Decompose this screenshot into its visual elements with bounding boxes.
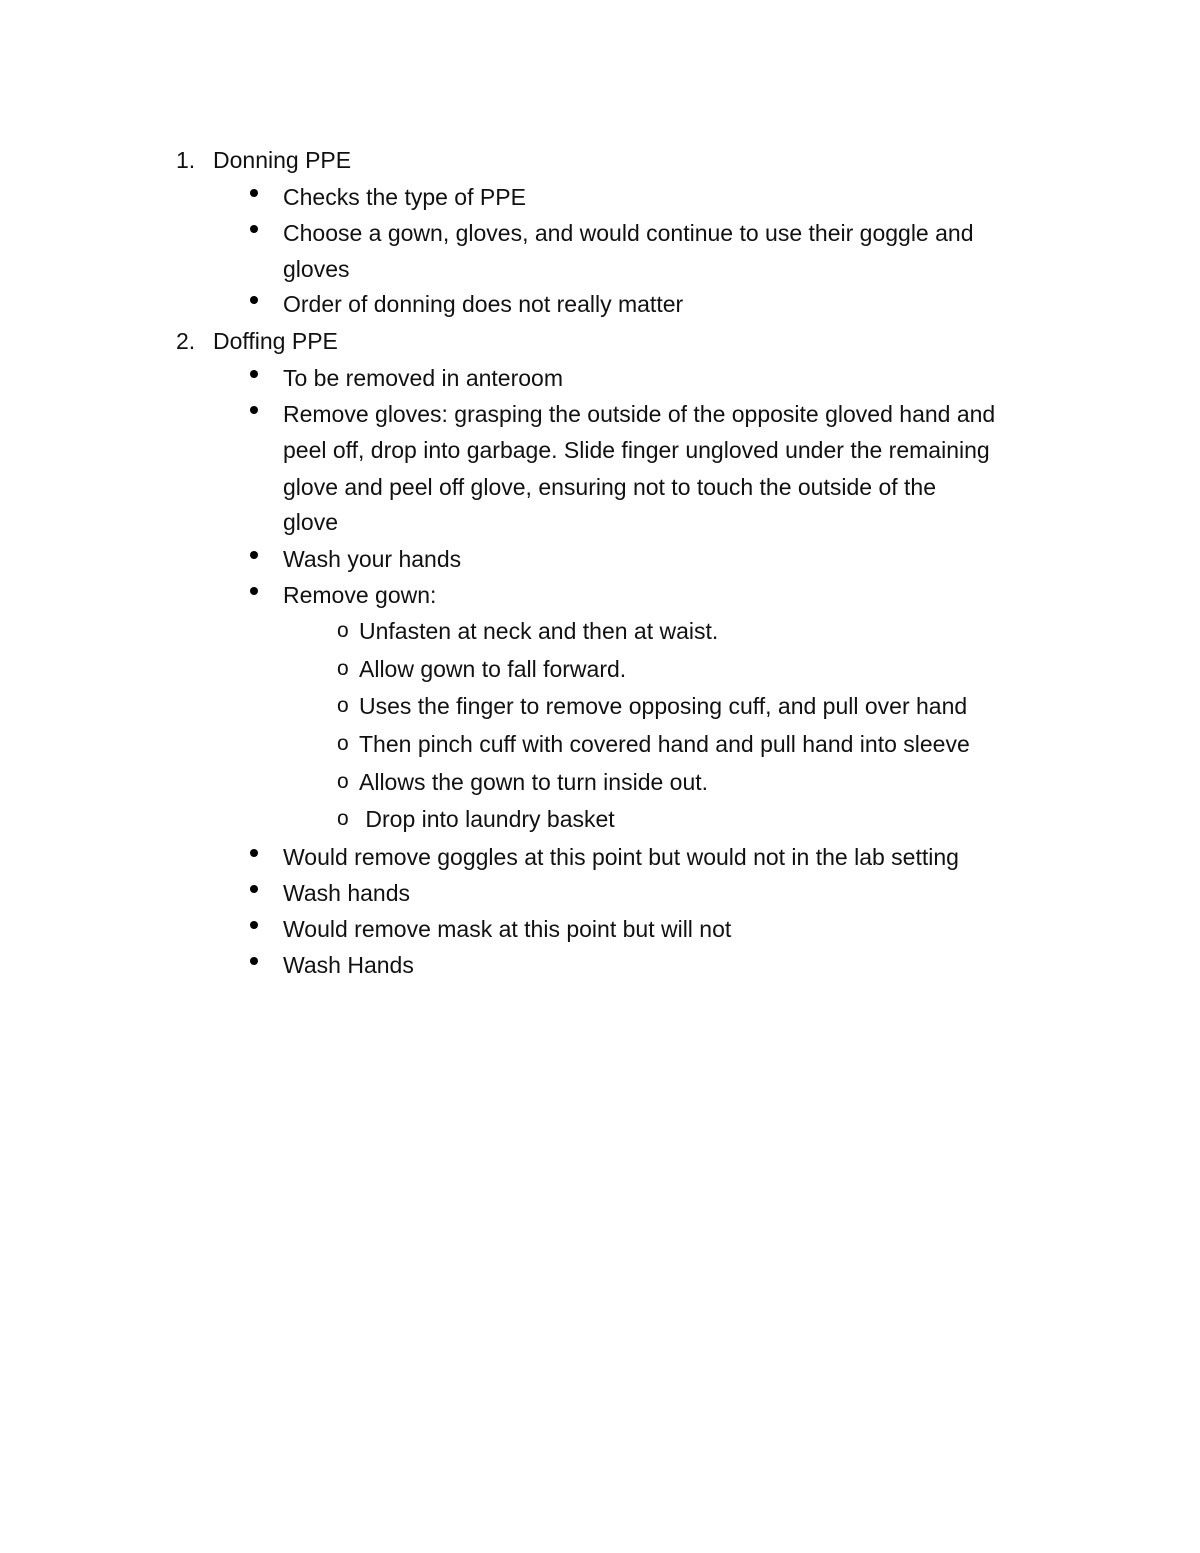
- list-item-text: To be removed in anteroom: [283, 365, 563, 391]
- bullet-icon: [250, 189, 258, 197]
- section-number-2: 2.: [176, 328, 196, 354]
- sub-list-item-text: Unfasten at neck and then at waist.: [359, 618, 719, 644]
- list-item-text: Would remove mask at this point but will not: [283, 916, 732, 942]
- sub-bullet-icon: o: [337, 807, 349, 830]
- bullet-icon: [250, 551, 258, 559]
- sub-list-item-text: Allows the gown to turn inside out.: [359, 769, 709, 795]
- bullet-icon: [250, 921, 258, 929]
- list-item-text: Order of donning does not really matter: [283, 291, 684, 317]
- sub-bullet-icon: o: [337, 732, 349, 755]
- bullet-icon: [250, 370, 258, 378]
- list-item-text: Wash hands: [283, 880, 410, 906]
- sub-list-item-text: Allow gown to fall forward.: [359, 656, 627, 682]
- sub-bullet-icon: o: [337, 694, 349, 717]
- list-item-text: Checks the type of PPE: [283, 184, 526, 210]
- list-item-text-continued: peel off, drop into garbage. Slide finger ungloved under the remaining: [283, 437, 990, 463]
- list-item-text: Choose a gown, gloves, and would continue to use their goggle and: [283, 220, 974, 246]
- sub-list-item-text: Uses the finger to remove opposing cuff, and pull over hand: [359, 693, 968, 719]
- section-title-doffing: Doffing PPE: [213, 328, 338, 354]
- sub-bullet-icon: o: [337, 619, 349, 642]
- sub-bullet-icon: o: [337, 770, 349, 793]
- section-title-donning: Donning PPE: [213, 147, 352, 173]
- list-item-text-continued: glove and peel off glove, ensuring not to touch the outside of the: [283, 474, 936, 500]
- list-item-text: Wash Hands: [283, 952, 414, 978]
- bullet-icon: [250, 849, 258, 857]
- list-item-text: Remove gloves: grasping the outside of the opposite gloved hand and: [283, 401, 996, 427]
- sub-bullet-icon: o: [337, 657, 349, 680]
- sub-list-item-text: Then pinch cuff with covered hand and pull hand into sleeve: [359, 731, 970, 757]
- list-item-text: Remove gown:: [283, 582, 437, 608]
- bullet-icon: [250, 296, 258, 304]
- bullet-icon: [250, 885, 258, 893]
- list-item-text-continued: gloves: [283, 256, 350, 282]
- list-item-text-continued: glove: [283, 509, 338, 535]
- bullet-icon: [250, 406, 258, 414]
- bullet-icon: [250, 957, 258, 965]
- list-item-text: Would remove goggles at this point but would not in the lab setting: [283, 844, 959, 870]
- list-item-text: Wash your hands: [283, 546, 462, 572]
- bullet-icon: [250, 587, 258, 595]
- section-number-1: 1.: [176, 147, 196, 173]
- sub-list-item-text: Drop into laundry basket: [359, 806, 615, 832]
- bullet-icon: [250, 225, 258, 233]
